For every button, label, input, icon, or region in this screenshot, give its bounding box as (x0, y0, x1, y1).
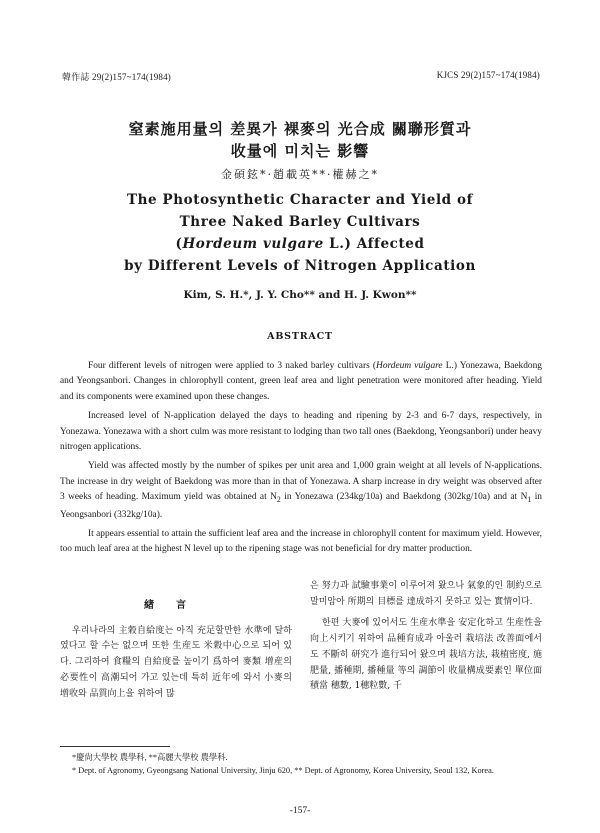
journal-citation-korean: 韓作誌 29(2)157~174(1984) (62, 72, 172, 82)
abstract-p1-text-a: Four different levels of nitrogen were applied to 3 naked barley cultivars ( (88, 361, 377, 371)
korean-title-line-2: 收量에 미치는 影響 (230, 142, 370, 160)
abstract-p1-species: Hordeum vulgare (376, 361, 443, 371)
english-title-line-2: Three Naked Barley Cultivars (179, 214, 421, 230)
abstract-paragraph-3 (60, 459, 542, 523)
abstract-paragraph-1 (60, 359, 542, 405)
species-name: Hordeum vulgare (182, 236, 324, 252)
footnote-english: * Dept. of Agronomy, Gyeongsang National University, Jinju 620, ** Dept. of Agronomy, Korea University, Seoul 132, Korea. (72, 765, 494, 775)
introduction-heading: 緖言 (144, 600, 208, 611)
body-right-column (310, 579, 542, 695)
footnote-divider (60, 746, 170, 747)
page-number: -157- (289, 806, 311, 816)
abstract-p3-subscript-1: 2 (276, 495, 281, 505)
abstract-p3-subscript-2: 1 (527, 495, 532, 505)
body-left-column (60, 580, 292, 702)
introduction-right-text-1: 은 努力과 試驗事業이 이루어져 왔으나 氣象的인 制約으로 말미암아 所期의 目標를 達成하지 못하고 있는 實情이다. (310, 581, 542, 607)
korean-title-line-1: 窒素施用量의 差異가 裸麥의 光合成 關聯形質과 (128, 120, 472, 138)
abstract-paragraph-2: Increased level of N-application delayed the days to heading and ripening by 2-3 and 6-7 days, respectively, in Yonezawa. Yonezawa with a short culm was more resistant to lodging than two tall ones (Baekdong, Yeongsanbori) under heavy nitrogen applications. (60, 411, 542, 453)
footnotes (60, 752, 550, 778)
journal-citation-english: KJCS 29(2)157~174(1984) (436, 70, 540, 80)
abstract-body (60, 359, 542, 562)
abstract-heading: ABSTRACT (267, 331, 333, 342)
english-title-line-4: by Different Levels of Nitrogen Application (124, 258, 476, 274)
english-title-line-3-rest: L.) Affected (323, 236, 425, 252)
footnote-korean: *慶尙大學校 農學科, **高麗大學校 農學科. (72, 753, 228, 762)
english-title-line-3: (Hordeum vulgare L.) Affected (175, 236, 425, 252)
introduction-left-text: 우리나라의 主穀自給度는 아직 充足할만한 水準에 달하였다고 할 수는 없으며 또한 生産도 米穀中心으로 되어 있다. 그리하여 食糧의 自給度를 높이기 爲하여 麥類 增産의 必要性이 高潮되어 가고 있는데 특히 近年에 와서 小麥의 增收와 品質向上을 위하여 많 (60, 625, 292, 699)
abstract-p1-text-b: L.) Yonezawa, Baekdong and Yeongsanbori. Changes in chlorophyll content, green leaf area and light penetration were monitored after heading. Yield and its components were examined upon these changes. (60, 361, 542, 402)
abstract-p3-text-b: in Yonezawa (234kg/10a) and Baekdong (302kg/10a) and at N (280, 492, 528, 503)
abstract-paragraph-4: It appears essential to attain the sufficient leaf area and the increase in chlorophyll content for maximum yield. However, too much leaf area at the highest N level up to the ripening stage was not beneficial for dry matter production. (60, 528, 542, 555)
abstract-p3-text-c: in Yeongsanbori (332kg/10a). (60, 492, 542, 520)
english-title-line-1: The Photosynthetic Character and Yield of (126, 192, 474, 208)
korean-authors: 金碩鉉*·趙載英**·權赫之* (221, 168, 379, 181)
english-authors: Kim, S. H.*, J. Y. Cho** and H. J. Kwon** (183, 289, 417, 301)
abstract-p3-text-a: Yield was affected mostly by the number of spikes per unit area and 1,000 grain weight at all levels of N-applications. The increase in dry weight of Baekdong was more than in that of Yonezawa. A sharp increase in dry weight was observed after 3 weeks of heading. Maximum yield was obtained at N (60, 461, 542, 503)
introduction-right-text-2: 한편 大麥에 있어서도 生産水準을 安定化하고 生産性을 向上시키기 위하여 品種育成과 아울러 栽培法 改善面에서도 不斷히 研究가 進行되어 왔으며 栽培方法, 栽植密度, 施肥量, 播種期, 播種量 等의 調節이 收量構成要素인 單位面積當 穗數, 1穗粒數, 千 (310, 618, 542, 692)
